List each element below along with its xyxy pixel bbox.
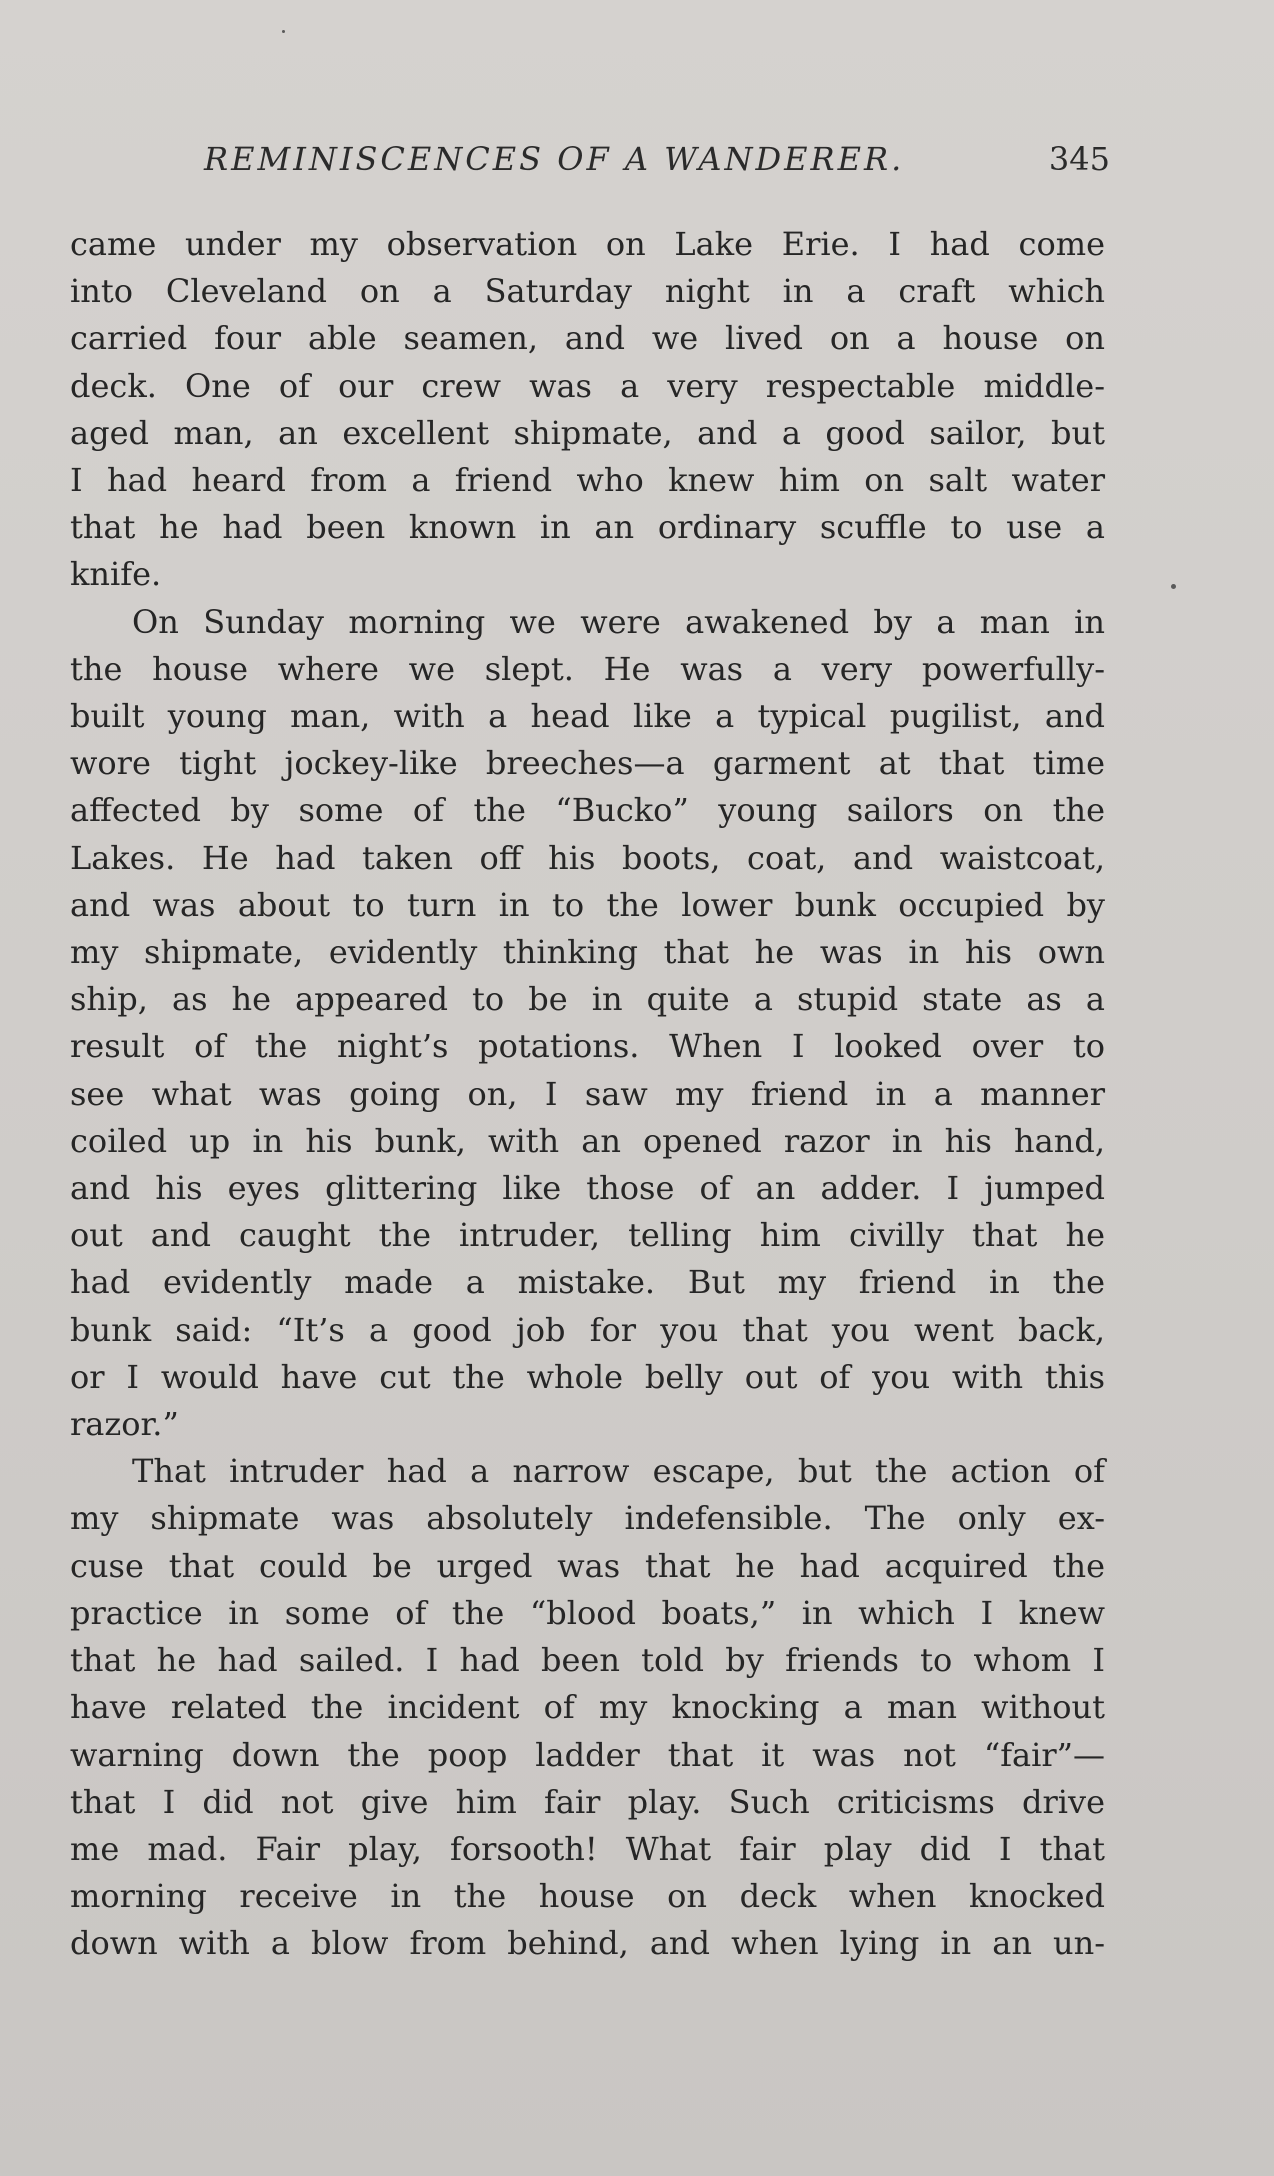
- text-line: into Cleveland on a Saturday night in a craft which: [70, 272, 1105, 311]
- text-line: my shipmate was absolutely indefensible. The only ex-: [70, 1499, 1105, 1538]
- text-line: warning down the poop ladder that it was not “fair”—: [70, 1735, 1105, 1774]
- text-line: came under my observation on Lake Erie. I had come: [70, 225, 1105, 263]
- text-line: aged man, an excellent shipmate, and a good sailor, but: [70, 413, 1105, 452]
- text-line: coiled up in his bunk, with an opened razor in his hand,: [70, 1121, 1105, 1160]
- page-number: 345: [1048, 140, 1110, 178]
- text-line: morning receive in the house on deck when knocked: [70, 1877, 1105, 1916]
- text-line: razor.”: [70, 1405, 179, 1444]
- text-line: cuse that could be urged was that he had acquired the: [70, 1546, 1105, 1585]
- page-header: [70, 140, 1110, 184]
- text-line: out and caught the intruder, telling him civilly that he: [70, 1216, 1105, 1255]
- text-line: result of the night’s potations. When I looked over to: [70, 1027, 1105, 1066]
- running-head: REMINISCENCES OF A WANDERER.: [204, 140, 905, 178]
- text-line: and his eyes glittering like those of an adder. I jumped: [70, 1169, 1105, 1208]
- text-line: down with a blow from behind, and when lying in an un-: [70, 1924, 1105, 1963]
- text-line: and was about to turn in to the lower bunk occupied by: [70, 885, 1105, 924]
- paragraph-1: [70, 221, 1105, 599]
- text-line: that he had been known in an ordinary scuffle to use a: [70, 508, 1105, 547]
- text-line: practice in some of the “blood boats,” in which I knew: [70, 1593, 1105, 1632]
- ink-speck: [1171, 584, 1176, 589]
- text-line: wore tight jockey-like breeches—a garment at that time: [70, 744, 1105, 783]
- text-line: had evidently made a mistake. But my friend in the: [70, 1263, 1105, 1302]
- text-line: or I would have cut the whole belly out of you with this: [70, 1357, 1105, 1396]
- text-line: that he had sailed. I had been told by friends to whom I: [70, 1641, 1105, 1680]
- ink-speck: [282, 30, 285, 33]
- paragraph-3: [70, 1448, 1105, 1967]
- text-line: ship, as he appeared to be in quite a stupid state as a: [70, 980, 1105, 1019]
- text-line: the house where we slept. He was a very powerfully-: [70, 649, 1105, 688]
- text-line: deck. One of our crew was a very respectable middle-: [70, 366, 1105, 405]
- text-line: bunk said: “It’s a good job for you that you went back,: [70, 1310, 1105, 1349]
- body-text: [70, 221, 1105, 1968]
- text-line: Lakes. He had taken off his boots, coat, and waistcoat,: [70, 838, 1105, 877]
- text-line: knife.: [70, 555, 162, 594]
- text-line: see what was going on, I saw my friend in a manner: [70, 1074, 1105, 1113]
- text-line: On Sunday morning we were awakened by a man in: [132, 602, 1105, 641]
- text-line: I had heard from a friend who knew him on salt water: [70, 461, 1105, 500]
- text-line: me mad. Fair play, forsooth! What fair play did I that: [70, 1829, 1105, 1868]
- text-line: my shipmate, evidently thinking that he was in his own: [70, 933, 1105, 972]
- text-line: affected by some of the “Bucko” young sailors on the: [70, 791, 1105, 830]
- text-line: carried four able seamen, and we lived on a house on: [70, 319, 1105, 358]
- text-line: That intruder had a narrow escape, but the action of: [132, 1452, 1105, 1491]
- text-line: that I did not give him fair play. Such criticisms drive: [70, 1782, 1105, 1821]
- text-line: have related the incident of my knocking a man without: [70, 1688, 1105, 1727]
- text-line: built young man, with a head like a typical pugilist, and: [70, 697, 1105, 736]
- paragraph-2: [70, 599, 1105, 1449]
